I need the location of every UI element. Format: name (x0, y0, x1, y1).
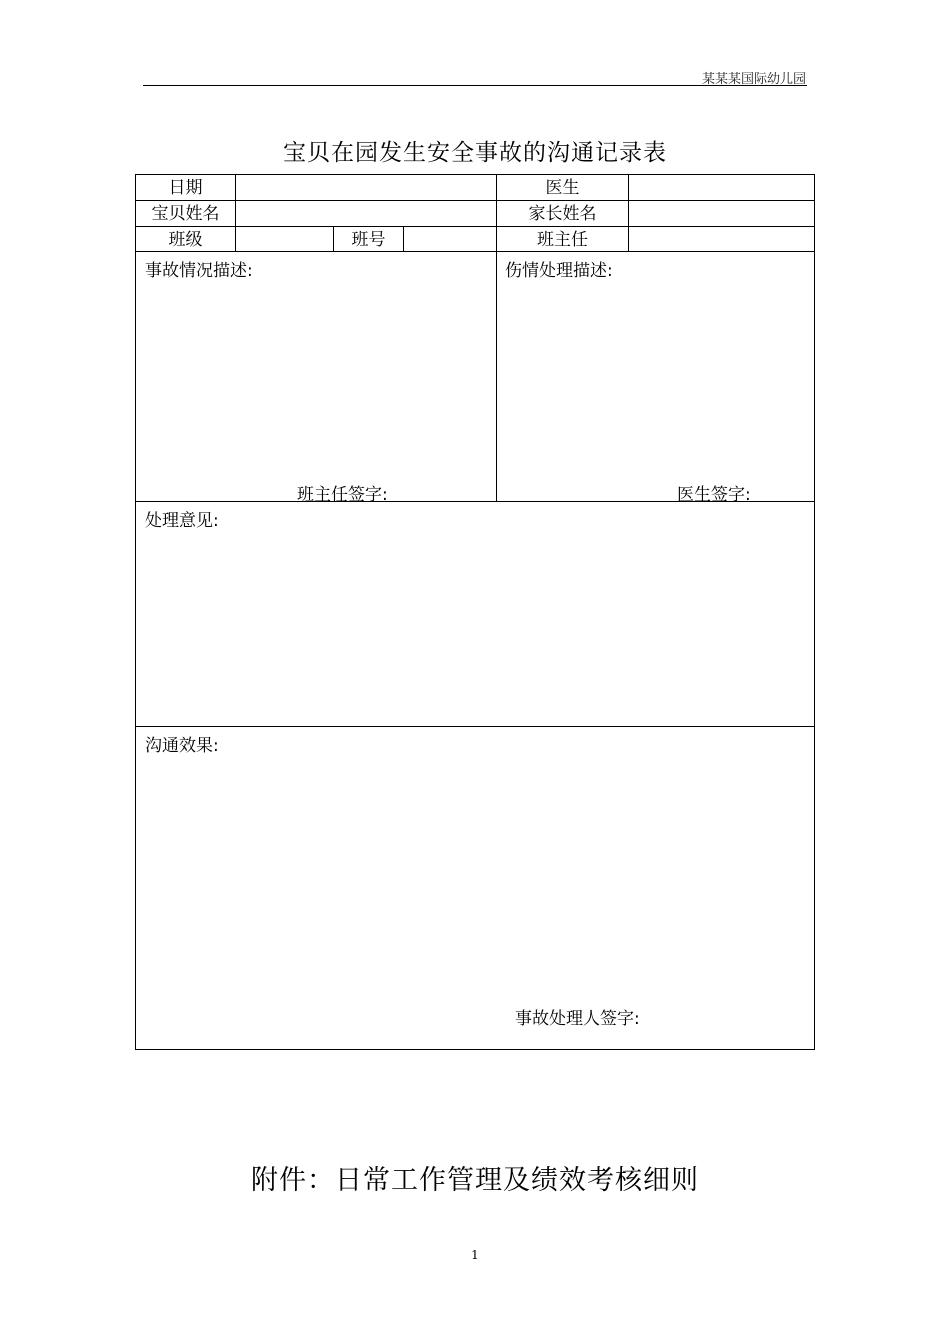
head-teacher-label: 班主任 (537, 230, 588, 250)
handler-sign-label: 事故处理人签字: (515, 1009, 640, 1029)
attachment-title: 附件：日常工作管理及绩效考核细则 (251, 1165, 699, 1196)
page-number: 1 (471, 1248, 479, 1262)
doctor-value[interactable] (629, 175, 814, 201)
class-no-value[interactable] (404, 227, 496, 253)
accident-desc-label: 事故情况描述: (145, 261, 253, 281)
child-name-value[interactable] (236, 201, 496, 227)
head-teacher-sign-label: 班主任签字: (297, 485, 388, 505)
class-label: 班级 (168, 230, 203, 250)
doctor-label: 医生 (545, 178, 580, 198)
parent-name-label: 家长姓名 (528, 204, 597, 224)
child-name-label: 宝贝姓名 (151, 204, 220, 224)
date-value[interactable] (236, 175, 496, 201)
record-form (135, 174, 815, 1050)
header-org-name: 某某某国际幼儿园 (701, 72, 806, 87)
injury-desc-label: 伤情处理描述: (505, 261, 613, 281)
handling-opinion-label: 处理意见: (145, 511, 219, 531)
parent-name-value[interactable] (629, 201, 814, 227)
row-divider-5 (136, 726, 814, 727)
form-title: 宝贝在园发生安全事故的沟通记录表 (283, 140, 667, 166)
header-rule (143, 85, 807, 86)
communication-result-label: 沟通效果: (145, 736, 219, 756)
date-label: 日期 (168, 178, 203, 198)
head-teacher-value[interactable] (629, 227, 814, 253)
class-value[interactable] (236, 227, 333, 253)
class-no-label: 班号 (351, 230, 386, 250)
doctor-sign-label: 医生签字: (677, 485, 751, 505)
